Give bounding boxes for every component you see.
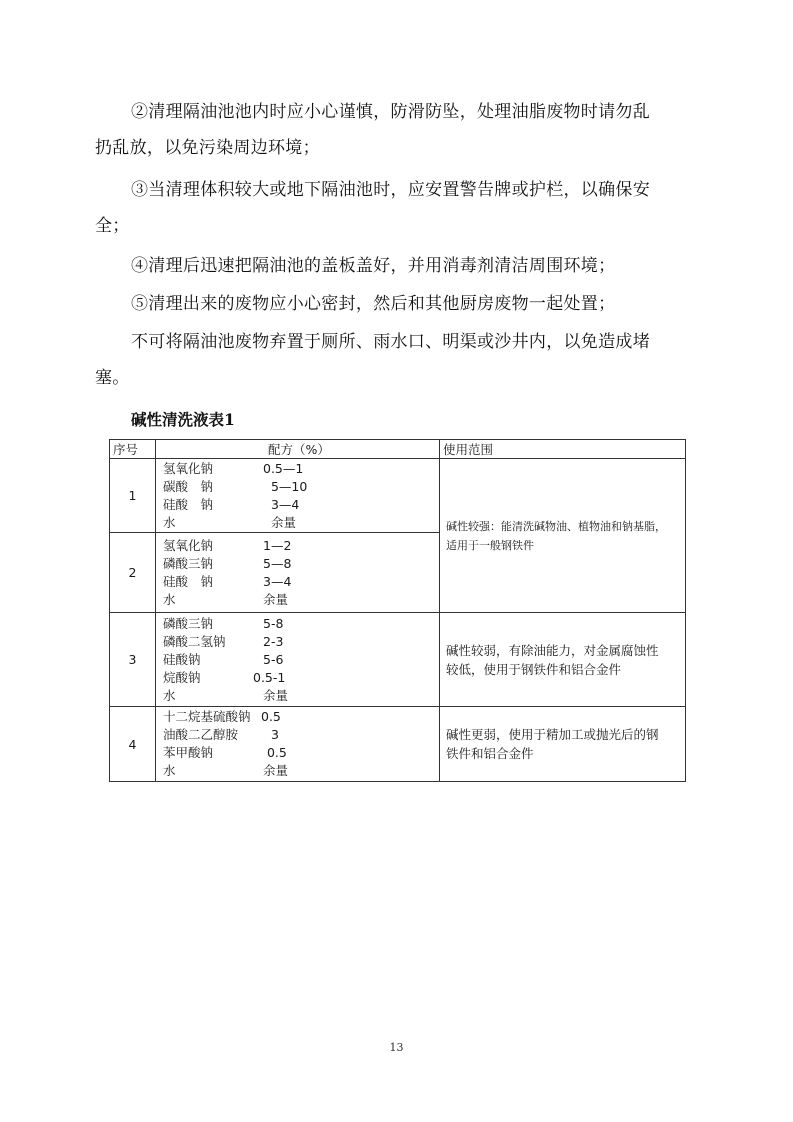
usage-line: 较低，使用于钢铁件和铝合金件 [446, 661, 622, 677]
paragraph-line: 不可将隔油池废物弃置于厕所、雨水口、明渠或沙井内，以免造成堵 [131, 332, 650, 352]
formula-cell [156, 459, 440, 533]
ingredient-name: 氢氧化钠 [163, 460, 214, 476]
ingredient [163, 633, 439, 651]
ingredient-name: 氢氧化钠 [163, 537, 214, 553]
ingredient-value: 3—4 [263, 573, 292, 589]
paragraph-line: ⑤清理出来的废物应小心密封，然后和其他厨房废物一起处置； [131, 294, 616, 314]
ingredient-name: 磷酸二氢钠 [163, 633, 226, 649]
ingredient-value: 余量 [263, 591, 289, 607]
page-number: 13 [389, 1041, 404, 1054]
ingredient-value: 余量 [263, 763, 289, 778]
ingredient-name: 苯甲酸钠 [163, 745, 214, 760]
ingredient [163, 669, 439, 687]
ingredient [163, 744, 439, 762]
usage-cell [440, 613, 686, 707]
ingredient-name: 磷酸三钠 [163, 555, 214, 571]
ingredient-name: 油酸二乙醇胺 [163, 727, 239, 742]
ingredient [163, 726, 439, 744]
table-header-row [110, 440, 686, 459]
alkaline-cleaning-table [109, 439, 686, 782]
formula-cell [156, 613, 440, 707]
header-formula: 配方（%） [156, 440, 440, 459]
ingredient-value: 0.5 [261, 709, 281, 724]
paragraph-warning [95, 324, 701, 396]
paragraph-5 [95, 286, 701, 322]
paragraph-line: ④清理后迅速把隔油池的盖板盖好，并用消毒剂清洁周围环境； [131, 256, 616, 276]
ingredient [163, 708, 439, 726]
ingredient-name: 硅酸 钠 [163, 496, 214, 512]
ingredient-name: 水 [163, 687, 176, 703]
ingredient [163, 514, 439, 532]
usage-line: 适用于一般钢铁件 [446, 538, 534, 552]
ingredient [163, 687, 439, 705]
ingredient-name: 磷酸三钠 [163, 615, 214, 631]
ingredient-name: 硅酸 钠 [163, 573, 214, 589]
header-usage: 使用范围 [440, 440, 686, 459]
formula-cell [156, 533, 440, 613]
ingredient-value: 5-6 [263, 651, 284, 667]
paragraph-2 [95, 94, 701, 166]
ingredient-value: 3—4 [263, 496, 300, 512]
ingredient [163, 615, 439, 633]
header-no: 序号 [110, 440, 156, 459]
ingredient [163, 651, 439, 669]
paragraph-3 [95, 172, 701, 244]
paragraph-line: ③当清理体积较大或地下隔油池时，应安置警告牌或护栏，以确保安 [131, 180, 650, 200]
ingredient [163, 460, 439, 478]
ingredient-name: 水 [163, 763, 176, 778]
ingredient [163, 573, 439, 591]
ingredient-value: 2-3 [263, 633, 284, 649]
ingredient-value: 0.5—1 [263, 460, 304, 476]
ingredient-value: 1—2 [263, 537, 292, 553]
paragraph-4 [95, 248, 701, 284]
ingredient-value: 3 [263, 727, 279, 742]
ingredient-value: 5—8 [263, 555, 292, 571]
ingredient [163, 555, 439, 573]
ingredient-name: 水 [163, 591, 176, 607]
ingredient-value: 余量 [263, 687, 289, 703]
ingredient [163, 591, 439, 609]
row-number: 2 [110, 533, 156, 613]
usage-line: 碱性更弱，使用于精加工或抛光后的钢 [446, 727, 659, 742]
ingredient [163, 537, 439, 555]
ingredient-value: 5-8 [263, 615, 284, 631]
ingredient-name: 硅酸钠 [163, 651, 201, 667]
paragraph-line: 塞。 [95, 368, 130, 388]
usage-line: 铁件和铝合金件 [446, 746, 534, 761]
usage-line: 碱性较强：能清洗碱物油、植物油和钠基脂， [446, 519, 666, 533]
ingredient [163, 478, 439, 496]
paragraph-line: 全； [95, 216, 130, 236]
table-title: 碱性清洗液表1 [131, 410, 235, 429]
paragraph-line: ②清理隔油池池内时应小心谨慎，防滑防坠，处理油脂废物时请勿乱 [131, 102, 650, 122]
row-number: 4 [110, 707, 156, 782]
ingredient [163, 762, 439, 780]
ingredient-value: 5—10 [263, 478, 308, 494]
row-number: 3 [110, 613, 156, 707]
table-row [110, 459, 686, 533]
ingredient [163, 496, 439, 514]
ingredient-name: 碳酸 钠 [163, 478, 214, 494]
usage-cell [440, 459, 686, 613]
usage-line: 碱性较弱，有除油能力，对金属腐蚀性 [446, 642, 659, 658]
ingredient-value: 余量 [263, 514, 296, 530]
ingredient-value: 0.5 [263, 745, 287, 760]
row-number: 1 [110, 459, 156, 533]
usage-cell [440, 707, 686, 782]
paragraph-line: 扔乱放，以免污染周边环境； [95, 138, 320, 158]
table-row [110, 707, 686, 782]
ingredient-name: 水 [163, 514, 176, 530]
formula-cell [156, 707, 440, 782]
ingredient-name: 十二烷基硫酸钠 [163, 709, 251, 724]
table-row [110, 613, 686, 707]
ingredient-value: 0.5-1 [253, 669, 286, 685]
ingredient-name: 烷酸钠 [163, 669, 201, 685]
